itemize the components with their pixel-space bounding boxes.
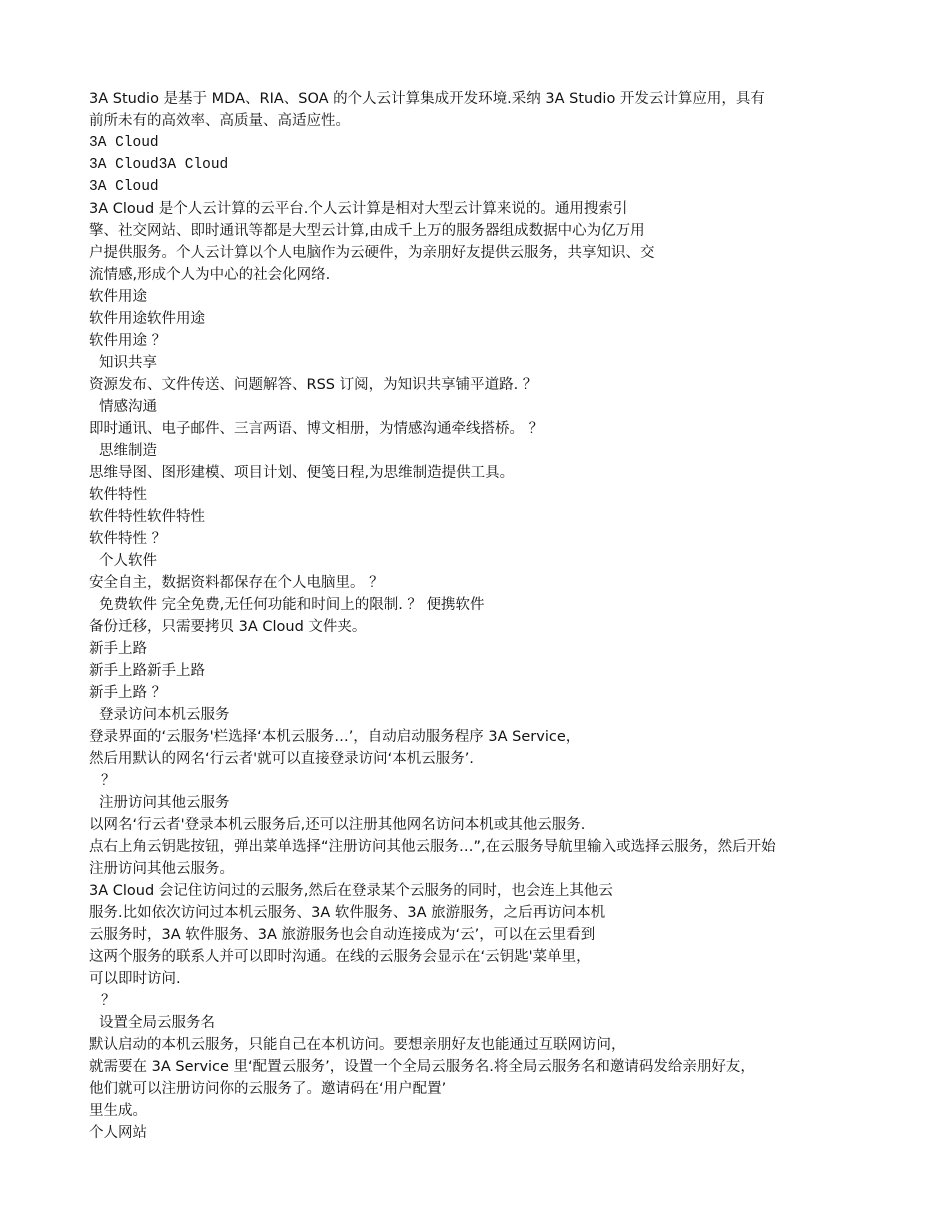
portable-software-text: 备份迁移，只需要拷贝 3A Cloud 文件夹。 <box>89 619 367 635</box>
global-name-text-line-4: 里生成。 <box>89 1103 147 1119</box>
heading-3a-cloud: 3A Cloud <box>89 135 159 151</box>
heading-software-features: 软件特性 <box>89 487 147 503</box>
heading-getting-started-repeat: 新手上路新手上路 <box>89 663 205 679</box>
cloud-paragraph-line-1: 3A Cloud 是个人云计算的云平台.个人云计算是相对大型云计算来说的。通用搜索引 <box>89 201 628 217</box>
subheading-personal-software: 个人软件 <box>99 553 157 569</box>
free-software-text: 免费软件 完全免费,无任何功能和时间上的限制. ？ 便携软件 <box>99 597 485 613</box>
knowledge-sharing-text: 资源发布、文件传送、问题解答、RSS 订阅，为知识共享铺平道路. ？ <box>89 377 538 393</box>
login-text-line-1: 登录界面的‘云服务'栏选择‘本机云服务…’，自动启动服务程序 3A Service， <box>89 729 581 745</box>
cloud-paragraph-line-3: 户提供服务。个人云计算以个人电脑作为云硬件，为亲朋好友提供云服务，共享知识、交 <box>89 245 655 261</box>
global-name-text-line-1: 默认启动的本机云服务，只能自己在本机访问。要想亲朋好友也能通过互联网访问， <box>89 1037 626 1053</box>
subheading-global-service-name: 设置全局云服务名 <box>99 1015 215 1031</box>
subheading-knowledge-sharing: 知识共享 <box>99 355 157 371</box>
register-text-line-5: 服务.比如依次访问过本机云服务、3A 软件服务、3A 旅游服务，之后再访问本机 <box>89 905 606 921</box>
register-text-line-8: 可以即时访问. <box>89 971 181 987</box>
subheading-register-other-service: 注册访问其他云服务 <box>99 795 230 811</box>
heading-personal-website: 个人网站 <box>89 1125 147 1141</box>
register-text-line-7: 这两个服务的联系人并可以即时沟通。在线的云服务会显示在‘云钥匙'菜单里， <box>89 949 591 965</box>
emotional-communication-text: 即时通讯、电子邮件、三言两语、博文相册，为情感沟通牵线搭桥。 ？ <box>89 421 544 437</box>
global-name-text-line-2: 就需要在 3A Service 里‘配置云服务’，设置一个全局云服务名.将全局云服务名和邀请码发给亲朋好友， <box>89 1059 755 1075</box>
global-name-text-line-3: 他们就可以注册访问你的云服务了。邀请码在‘用户配置’ <box>89 1081 447 1097</box>
cloud-paragraph-line-2: 擎、社交网站、即时通讯等都是大型云计算,由成千上万的服务器组成数据中心为亿万用 <box>89 223 645 239</box>
heading-software-usage-3: 软件用途 ？ <box>89 333 167 349</box>
heading-software-usage-repeat: 软件用途软件用途 <box>89 311 205 327</box>
register-text-line-6: 云服务时，3A 软件服务、3A 旅游服务也会自动连接成为‘云’，可以在云里看到 <box>89 927 596 943</box>
register-text-line-2: 点右上角云钥匙按钮，弹出菜单选择“注册访问其他云服务…”,在云服务导航里输入或选择云服务，然后开始 <box>89 839 776 855</box>
question-mark: ？ <box>101 773 116 789</box>
cloud-paragraph-line-4: 流情感,形成个人为中心的社会化网络. <box>89 267 331 283</box>
register-text-line-1: 以网名‘行云者'登录本机云服务后,还可以注册其他网名访问本机或其他云服务. <box>89 817 586 833</box>
document-body <box>89 88 869 1144</box>
heading-software-usage: 软件用途 <box>89 289 147 305</box>
heading-3a-cloud-repeat: 3A Cloud3A Cloud <box>89 157 229 173</box>
heading-software-features-3: 软件特性 ？ <box>89 531 167 547</box>
question-mark-2: ？ <box>101 993 116 1009</box>
intro-line-2: 前所未有的高效率、高质量、高适应性。 <box>89 113 350 129</box>
heading-3a-cloud-2: 3A Cloud <box>89 179 159 195</box>
subheading-emotional-communication: 情感沟通 <box>99 399 157 415</box>
register-text-line-3: 注册访问其他云服务。 <box>89 861 234 877</box>
intro-line-1: 3A Studio 是基于 MDA、RIA、SOA 的个人云计算集成开发环境.采纳 3A Studio 开发云计算应用，具有 <box>89 91 765 107</box>
personal-software-text: 安全自主，数据资料都保存在个人电脑里。 ？ <box>89 575 384 591</box>
heading-getting-started: 新手上路 <box>89 641 147 657</box>
register-text-line-4: 3A Cloud 会记住访问过的云服务,然后在登录某个云服务的同时，也会连上其他云 <box>89 883 613 899</box>
thinking-creation-text: 思维导图、图形建模、项目计划、便笺日程,为思维制造提供工具。 <box>89 465 515 481</box>
heading-getting-started-3: 新手上路 ？ <box>89 685 167 701</box>
login-text-line-2: 然后用默认的网名‘行云者'就可以直接登录访问‘本机云服务’. <box>89 751 474 767</box>
subheading-thinking-creation: 思维制造 <box>99 443 157 459</box>
heading-software-features-repeat: 软件特性软件特性 <box>89 509 205 525</box>
subheading-login-local-service: 登录访问本机云服务 <box>99 707 230 723</box>
